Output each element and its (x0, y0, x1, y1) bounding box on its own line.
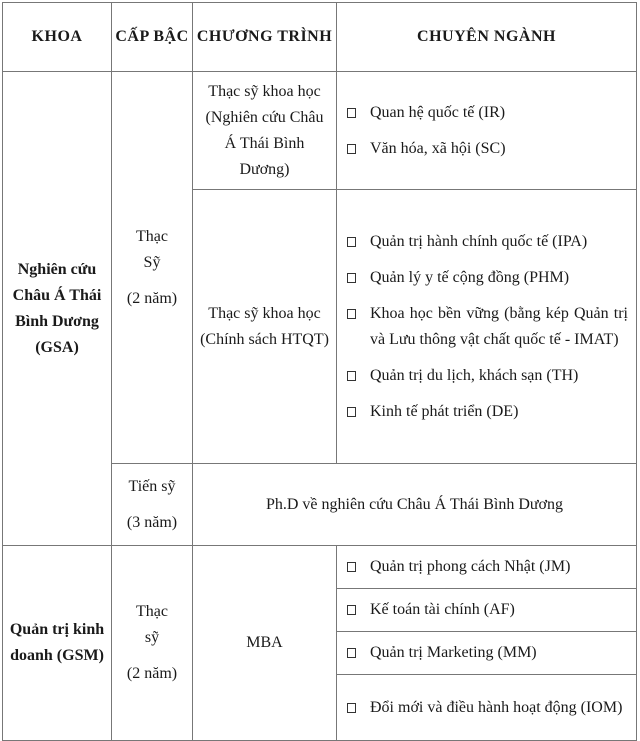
major-label: Quản trị du lịch, khách sạn (TH) (370, 366, 579, 384)
list-item (343, 695, 628, 721)
gsa-phd-program-cell (193, 464, 637, 546)
gsa-program2-name: Thạc sỹ khoa học (Chính sách HTQT) (200, 304, 329, 348)
gsa-program1-cell (193, 72, 337, 190)
gsa-master-level: Thạc Sỹ (136, 227, 168, 271)
gsa-faculty-name: Nghiên cứu Châu Á Thái Bình Dương (GSA) (12, 260, 102, 356)
gsm-major-cell (337, 546, 637, 589)
list-item (343, 640, 628, 666)
list-item (343, 363, 628, 389)
major-label: Văn hóa, xã hội (SC) (370, 139, 506, 157)
gsm-major-cell (337, 632, 637, 675)
gsa-master-duration: (2 năm) (126, 289, 178, 307)
header-chuong-trinh: CHƯƠNG TRÌNH (193, 3, 337, 72)
list-item (343, 229, 628, 255)
major-label: Quản trị Marketing (MM) (370, 644, 537, 661)
checkbox-icon (347, 648, 356, 658)
checkbox-icon (347, 108, 356, 118)
major-label: Quản lý y tế cộng đồng (PHM) (370, 268, 570, 286)
gsm-major (337, 687, 636, 729)
gsa-master-level-cell (112, 72, 193, 464)
gsm-program: MBA (246, 634, 283, 651)
gsm-major (337, 589, 636, 631)
gsm-program-cell (193, 546, 337, 741)
major-label: Khoa học bền vững (bằng kép Quản trị và Lưu thông vật chất quốc tế - IMAT) (370, 304, 628, 348)
gsa-phd-level-cell (112, 464, 193, 546)
header-cap-bac: CẤP BẬC (112, 3, 193, 72)
major-label: Đổi mới và điều hành hoạt động (IOM) (370, 698, 623, 716)
gsa-program2-cell (193, 190, 337, 464)
checkbox-icon (347, 407, 356, 417)
checkbox-icon (347, 605, 356, 615)
list-item (343, 265, 628, 291)
header-khoa: KHOA (3, 3, 112, 72)
gsa-program1-name: Thạc sỹ khoa học (Nghiên cứu Châu Á Thái Bình Dương) (205, 82, 324, 178)
gsm-major (337, 632, 636, 674)
checkbox-icon (347, 309, 356, 319)
list-item (343, 100, 628, 126)
gsa-program2-majors-cell (337, 190, 637, 464)
gsa-program1-majors (337, 94, 636, 168)
list-item (343, 301, 628, 353)
gsm-major-cell (337, 589, 637, 632)
list-item (343, 554, 628, 580)
gsa-phd-program: Ph.D về nghiên cứu Châu Á Thái Bình Dương (265, 495, 564, 513)
gsa-program1-row (3, 72, 637, 190)
major-label: Quản trị phong cách Nhật (JM) (370, 558, 571, 575)
checkbox-icon (347, 237, 356, 247)
list-item (343, 136, 628, 162)
gsa-program1-majors-cell (337, 72, 637, 190)
checkbox-icon (347, 703, 356, 713)
checkbox-icon (347, 273, 356, 283)
list-item (343, 399, 628, 425)
gsm-faculty-name: Quản trị kinh doanh (GSM) (9, 621, 105, 664)
gsa-phd-level: Tiến sỹ (128, 477, 176, 495)
major-label: Quản trị hành chính quốc tế (IPA) (370, 232, 588, 250)
major-label: Kinh tế phát triển (DE) (370, 402, 519, 420)
programs-table (2, 2, 637, 741)
header-chuyen-nganh: CHUYÊN NGÀNH (337, 3, 637, 72)
checkbox-icon (347, 562, 356, 572)
header-row (3, 3, 637, 72)
gsm-level-cell (112, 546, 193, 741)
major-label: Kế toán tài chính (AF) (370, 601, 515, 618)
major-label: Quan hệ quốc tế (IR) (370, 103, 506, 121)
list-item (343, 597, 628, 623)
checkbox-icon (347, 371, 356, 381)
gsa-program2-majors (337, 223, 636, 431)
gsa-faculty-cell (3, 72, 112, 546)
gsm-major (337, 546, 636, 588)
gsm-duration: (2 năm) (126, 665, 178, 682)
checkbox-icon (347, 144, 356, 154)
gsm-faculty-cell (3, 546, 112, 741)
gsm-major-cell (337, 675, 637, 741)
gsm-major-row-1 (3, 546, 637, 589)
gsa-phd-duration: (3 năm) (126, 513, 178, 531)
gsm-level: Thạc sỹ (136, 603, 168, 646)
